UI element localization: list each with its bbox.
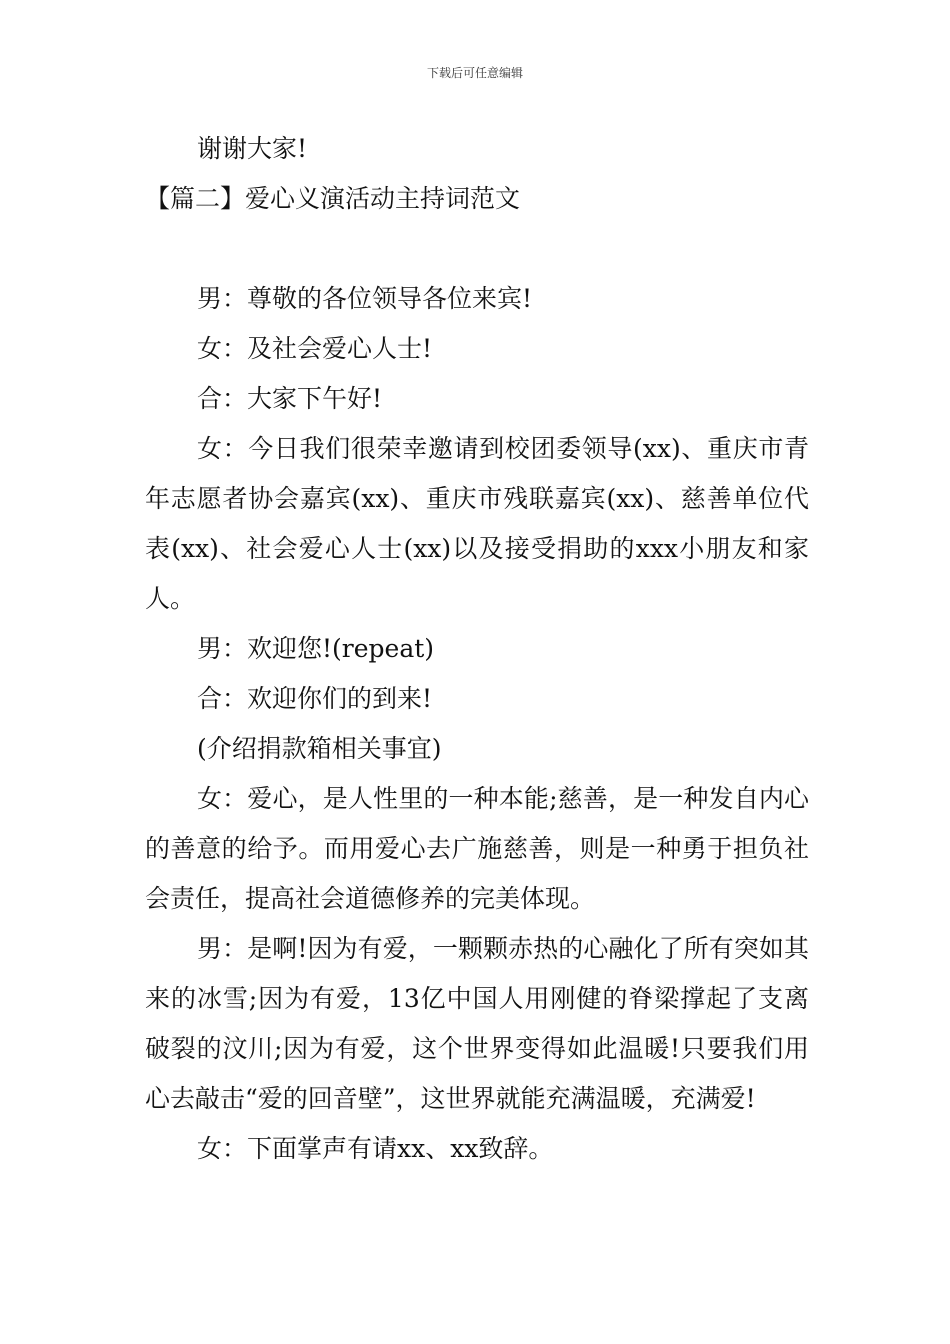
paragraph-5: 男：欢迎您!(repeat) bbox=[197, 634, 435, 663]
paragraph-8: 女：爱心，是人性里的一种本能;慈善，是一种发自内心的善意的给予。而用爱心去广施慈善，则是一种勇于担负社会责任，提高社会道德修养的完美体现。 bbox=[145, 784, 809, 913]
page-header-note: 下载后可任意编辑 bbox=[426, 66, 523, 80]
paragraph-9: 男：是啊!因为有爱，一颗颗赤热的心融化了所有突如其来的冰雪;因为有爱，13亿中国人用刚健的脊梁撑起了支离破裂的汶川;因为有爱，这个世界变得如此温暖!只要我们用心去敲击“爱的回音壁”，这世界就能充满温暖，充满爱! bbox=[145, 934, 809, 1113]
paragraph-1: 男：尊敬的各位领导各位来宾! bbox=[197, 284, 533, 313]
blank-line bbox=[145, 224, 809, 274]
thanks-line: 谢谢大家! bbox=[197, 134, 308, 163]
document-body bbox=[145, 124, 809, 1174]
paragraph-10: 女：下面掌声有请xx、xx致辞。 bbox=[197, 1134, 554, 1163]
paragraph-6: 合：欢迎你们的到来! bbox=[197, 684, 433, 713]
section-title: 【篇二】爱心义演活动主持词范文 bbox=[145, 184, 521, 213]
paragraph-7: (介绍捐款箱相关事宜) bbox=[197, 734, 442, 763]
paragraph-4: 女：今日我们很荣幸邀请到校团委领导(xx)、重庆市青年志愿者协会嘉宾(xx)、重庆市残联嘉宾(xx)、慈善单位代表(xx)、社会爱心人士(xx)以及接受捐助的xxx小朋友和家人。 bbox=[145, 434, 809, 613]
paragraph-3: 合：大家下午好! bbox=[197, 384, 383, 413]
paragraph-2: 女：及社会爱心人士! bbox=[197, 334, 433, 363]
